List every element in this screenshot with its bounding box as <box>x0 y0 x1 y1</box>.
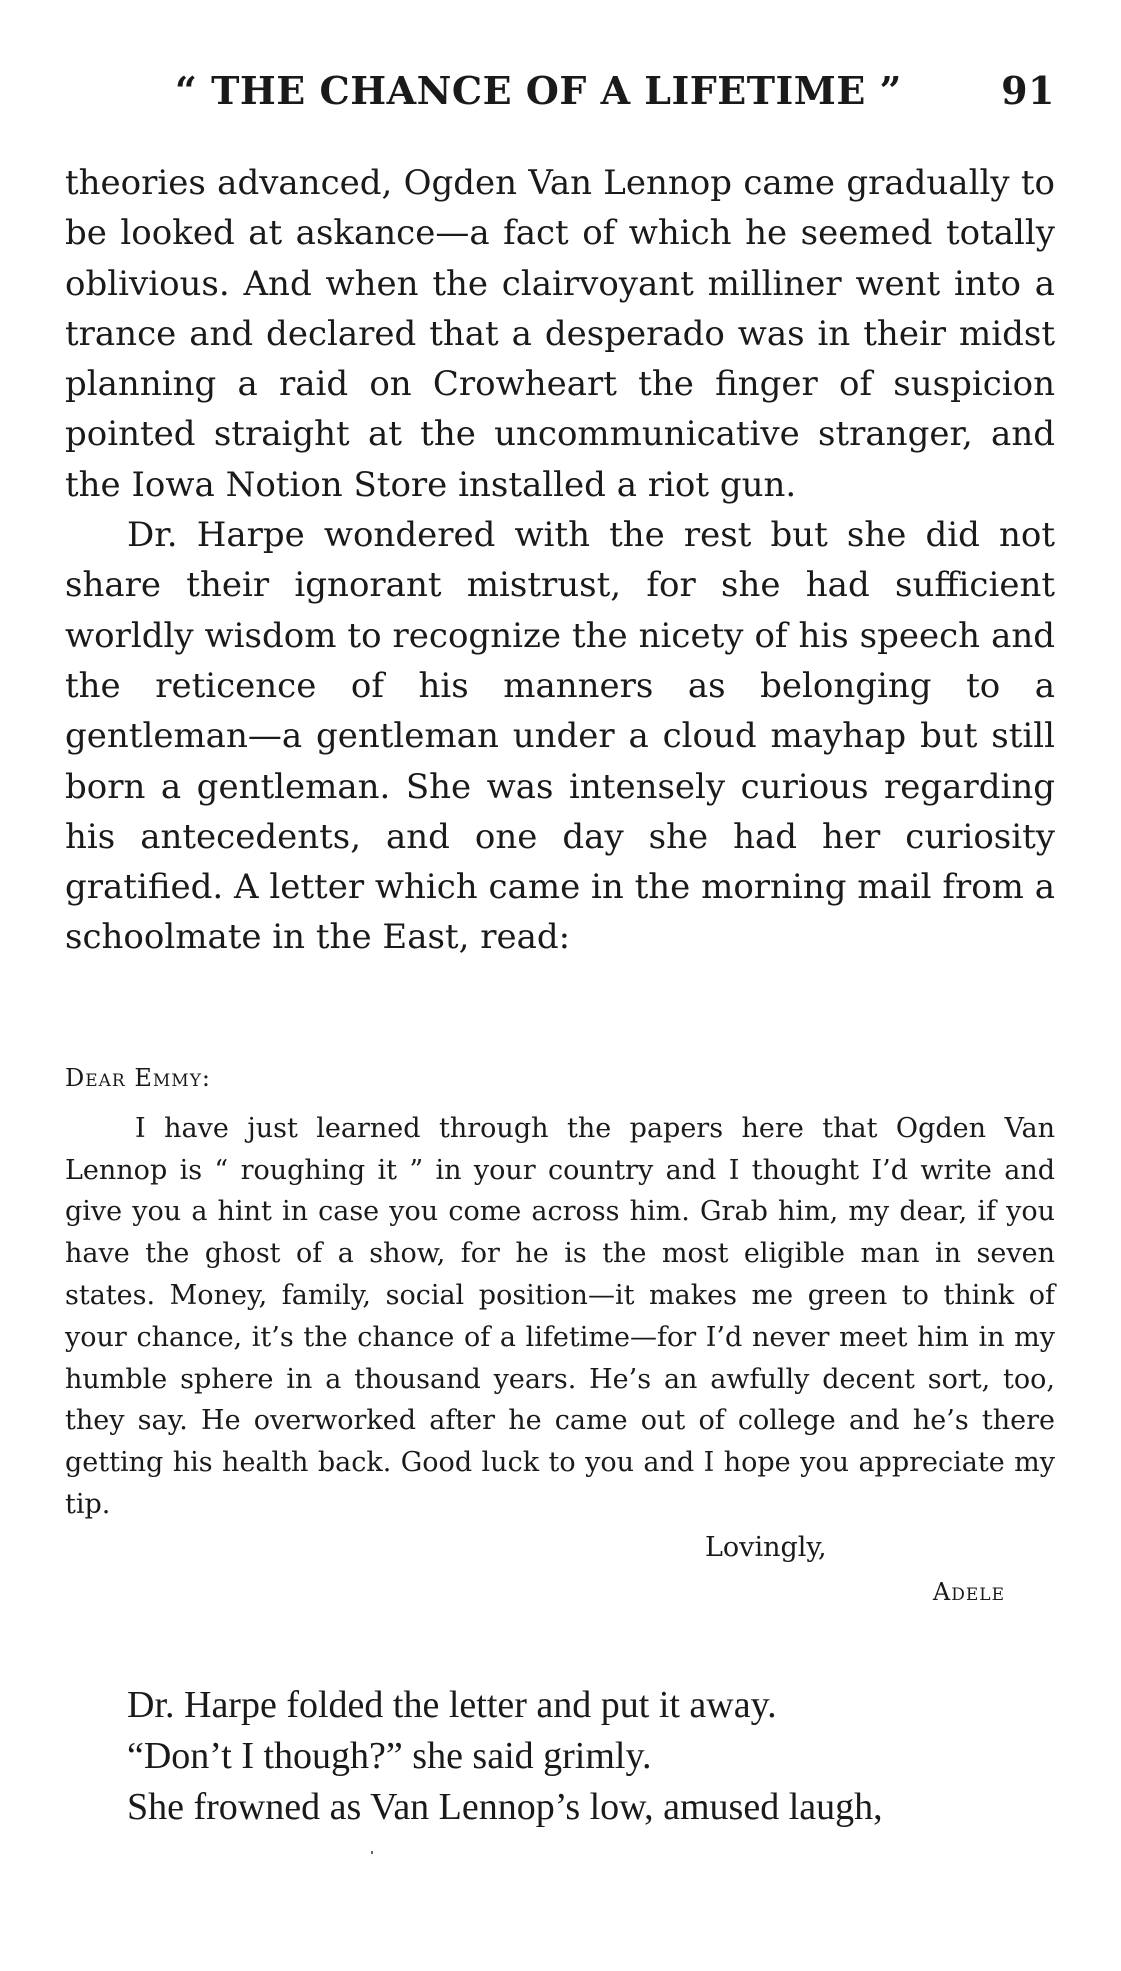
paragraph-1: theories advanced, Ogden Van Lennop came gradually to be looked at askance—a fact of which he seemed totally oblivious. And when the clairvoyant milliner went into a trance and declared that a desperado was in their midst planning a raid on Crowheart the finger of suspicion pointed straight at the uncommunicative stranger, and the Iowa Notion Store installed a riot gun. <box>65 163 1055 505</box>
page-number: 91 <box>1001 68 1055 113</box>
closing-paragraphs <box>65 1680 1055 1833</box>
body-text <box>65 158 1055 963</box>
print-speck <box>371 1851 373 1854</box>
letter-body: I have just learned through the papers here that Ogden Van Lennop is “ roughing it ” in your country and I thought I’d write and give you a hint in case you come across him. Grab him, my dear, if you have the ghost of a show, for he is the most eligible man in seven states. Money, family, social position—it makes me green to think of your chance, it’s the chance of a lifetime—for I’d never meet him in my humble sphere in a thousand years. He’s an awfully decent sort, too, they say. He overworked after he came out of college and he’s there getting his health back. Good luck to you and I hope you appreciate my tip. <box>65 1112 1055 1520</box>
letter-closing: Lovingly, <box>705 1531 827 1563</box>
closing-line-3: She frowned as Van Lennop’s low, amused laugh, <box>127 1786 883 1828</box>
letter-signature: Adele <box>932 1577 1005 1606</box>
running-head <box>65 68 1055 118</box>
closing-line-1: Dr. Harpe folded the letter and put it away. <box>127 1684 777 1726</box>
quoted-letter <box>65 1058 1055 1614</box>
closing-line-2: “Don’t I though?” she said grimly. <box>127 1735 652 1777</box>
letter-salutation: Dear Emmy: <box>65 1064 211 1092</box>
paragraph-2: Dr. Harpe wondered with the rest but she did not share their ignorant mistrust, for she had sufficient worldly wisdom to recognize the nicety of his speech and the reticence of his manners as belonging to a gentleman—a gentleman under a cloud mayhap but still born a gentleman. She was intensely curious regarding his antecedents, and one day she had her curiosity gratified. A letter which came in the morning mail from a schoolmate in the East, read: <box>65 515 1055 958</box>
running-title: “ THE CHANCE OF A LIFETIME ” <box>175 68 902 113</box>
